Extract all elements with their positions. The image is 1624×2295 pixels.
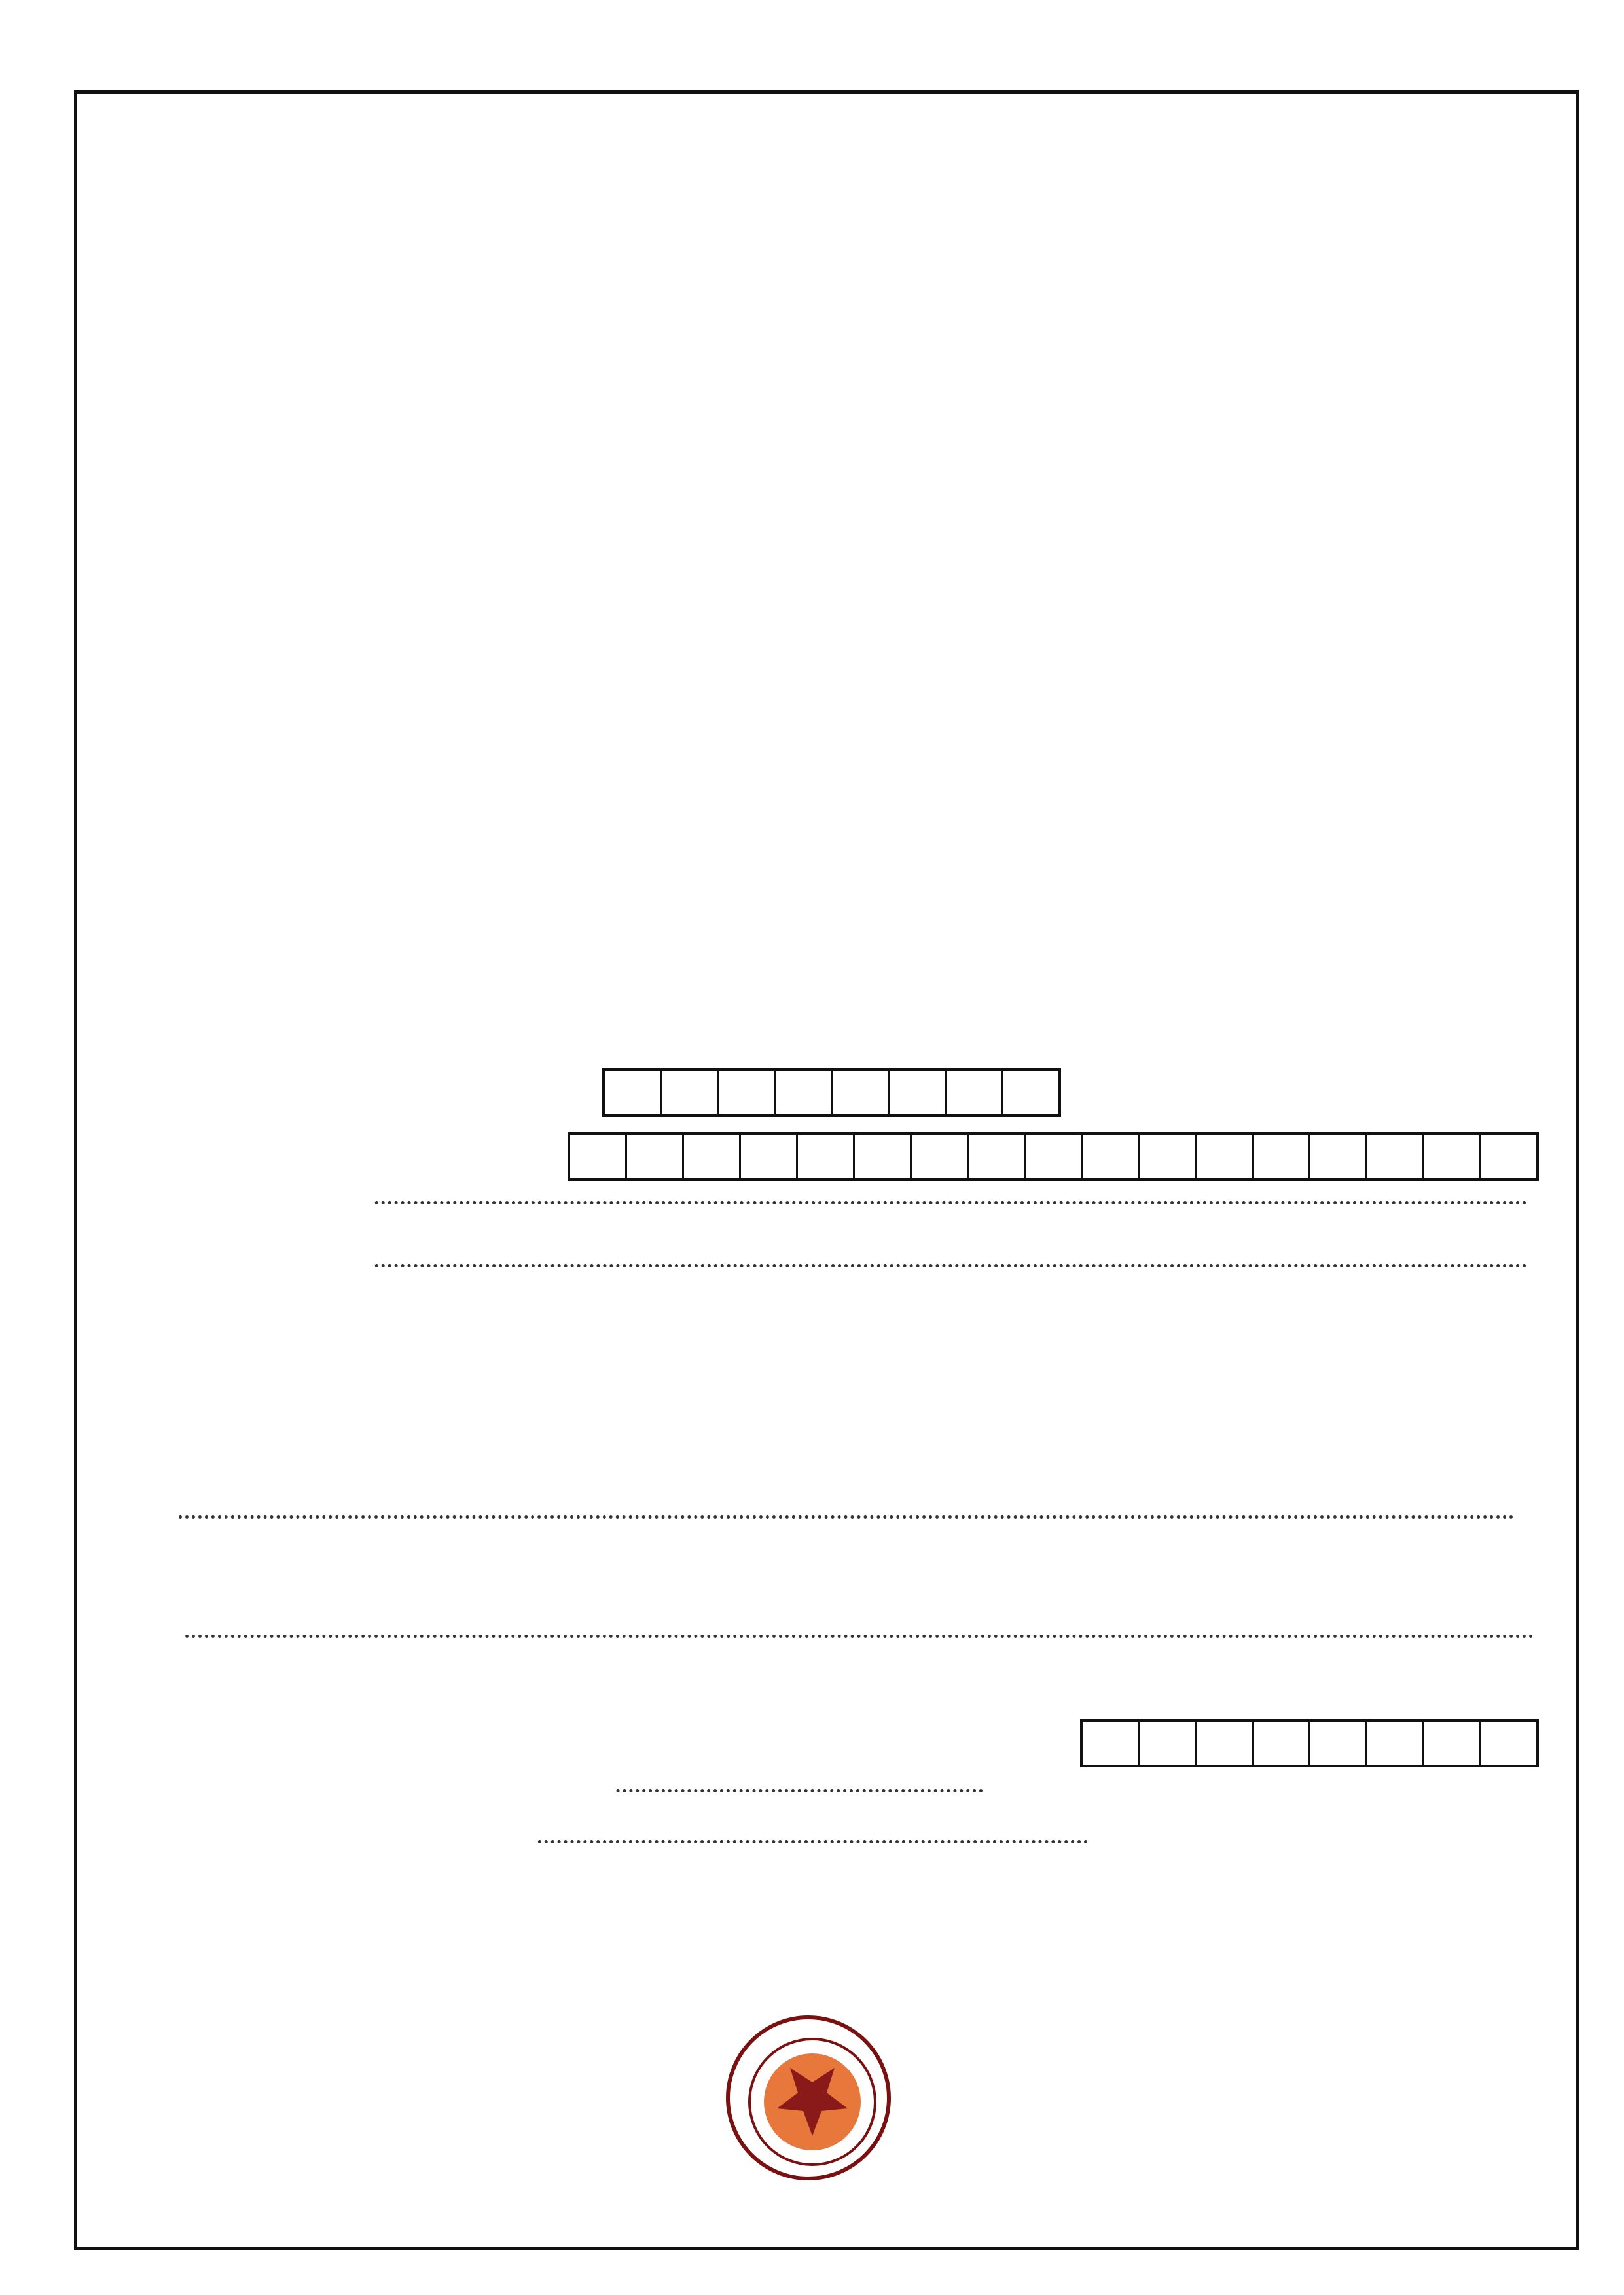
dob-box bbox=[888, 1071, 945, 1114]
emblem-icon bbox=[738, 2027, 887, 2177]
dob-boxes bbox=[602, 1068, 1061, 1117]
nid-box bbox=[853, 1135, 910, 1178]
nid-box bbox=[1024, 1135, 1081, 1178]
dob-box bbox=[774, 1071, 831, 1114]
date-box bbox=[1252, 1722, 1308, 1765]
dob-box bbox=[1001, 1071, 1058, 1114]
nid-box bbox=[1138, 1135, 1195, 1178]
nid-box bbox=[682, 1135, 739, 1178]
subject-underline bbox=[184, 1635, 1532, 1638]
date-box bbox=[1308, 1722, 1365, 1765]
nid-box bbox=[1479, 1135, 1536, 1178]
body-line1-underline bbox=[177, 1515, 1513, 1519]
nid-box bbox=[1252, 1135, 1308, 1178]
government-emblem bbox=[726, 2015, 891, 2180]
dob-box bbox=[831, 1071, 888, 1114]
nid-box bbox=[739, 1135, 796, 1178]
nid-box bbox=[796, 1135, 853, 1178]
date-box bbox=[1365, 1722, 1422, 1765]
date-box bbox=[1083, 1722, 1138, 1765]
nid-box bbox=[1365, 1135, 1422, 1178]
nid-box bbox=[570, 1135, 625, 1178]
institution-underline bbox=[537, 1840, 1087, 1843]
dob-box bbox=[717, 1071, 774, 1114]
dob-box bbox=[605, 1071, 660, 1114]
nid-box bbox=[1422, 1135, 1479, 1178]
nid-box bbox=[1308, 1135, 1365, 1178]
date-box bbox=[1422, 1722, 1479, 1765]
address-line-2-underline bbox=[374, 1201, 1526, 1204]
nid-box bbox=[625, 1135, 682, 1178]
nid-number-boxes bbox=[568, 1132, 1539, 1181]
issue-date-boxes bbox=[1080, 1719, 1539, 1767]
dob-box bbox=[945, 1071, 1001, 1114]
nid-box bbox=[967, 1135, 1024, 1178]
website-underline bbox=[616, 1789, 983, 1792]
nid-box bbox=[1195, 1135, 1252, 1178]
date-box bbox=[1195, 1722, 1252, 1765]
nid-box bbox=[1081, 1135, 1138, 1178]
nid-box bbox=[910, 1135, 967, 1178]
date-box bbox=[1479, 1722, 1536, 1765]
date-box bbox=[1138, 1722, 1195, 1765]
dob-box bbox=[660, 1071, 717, 1114]
address-line-1-underline bbox=[374, 1264, 1526, 1267]
